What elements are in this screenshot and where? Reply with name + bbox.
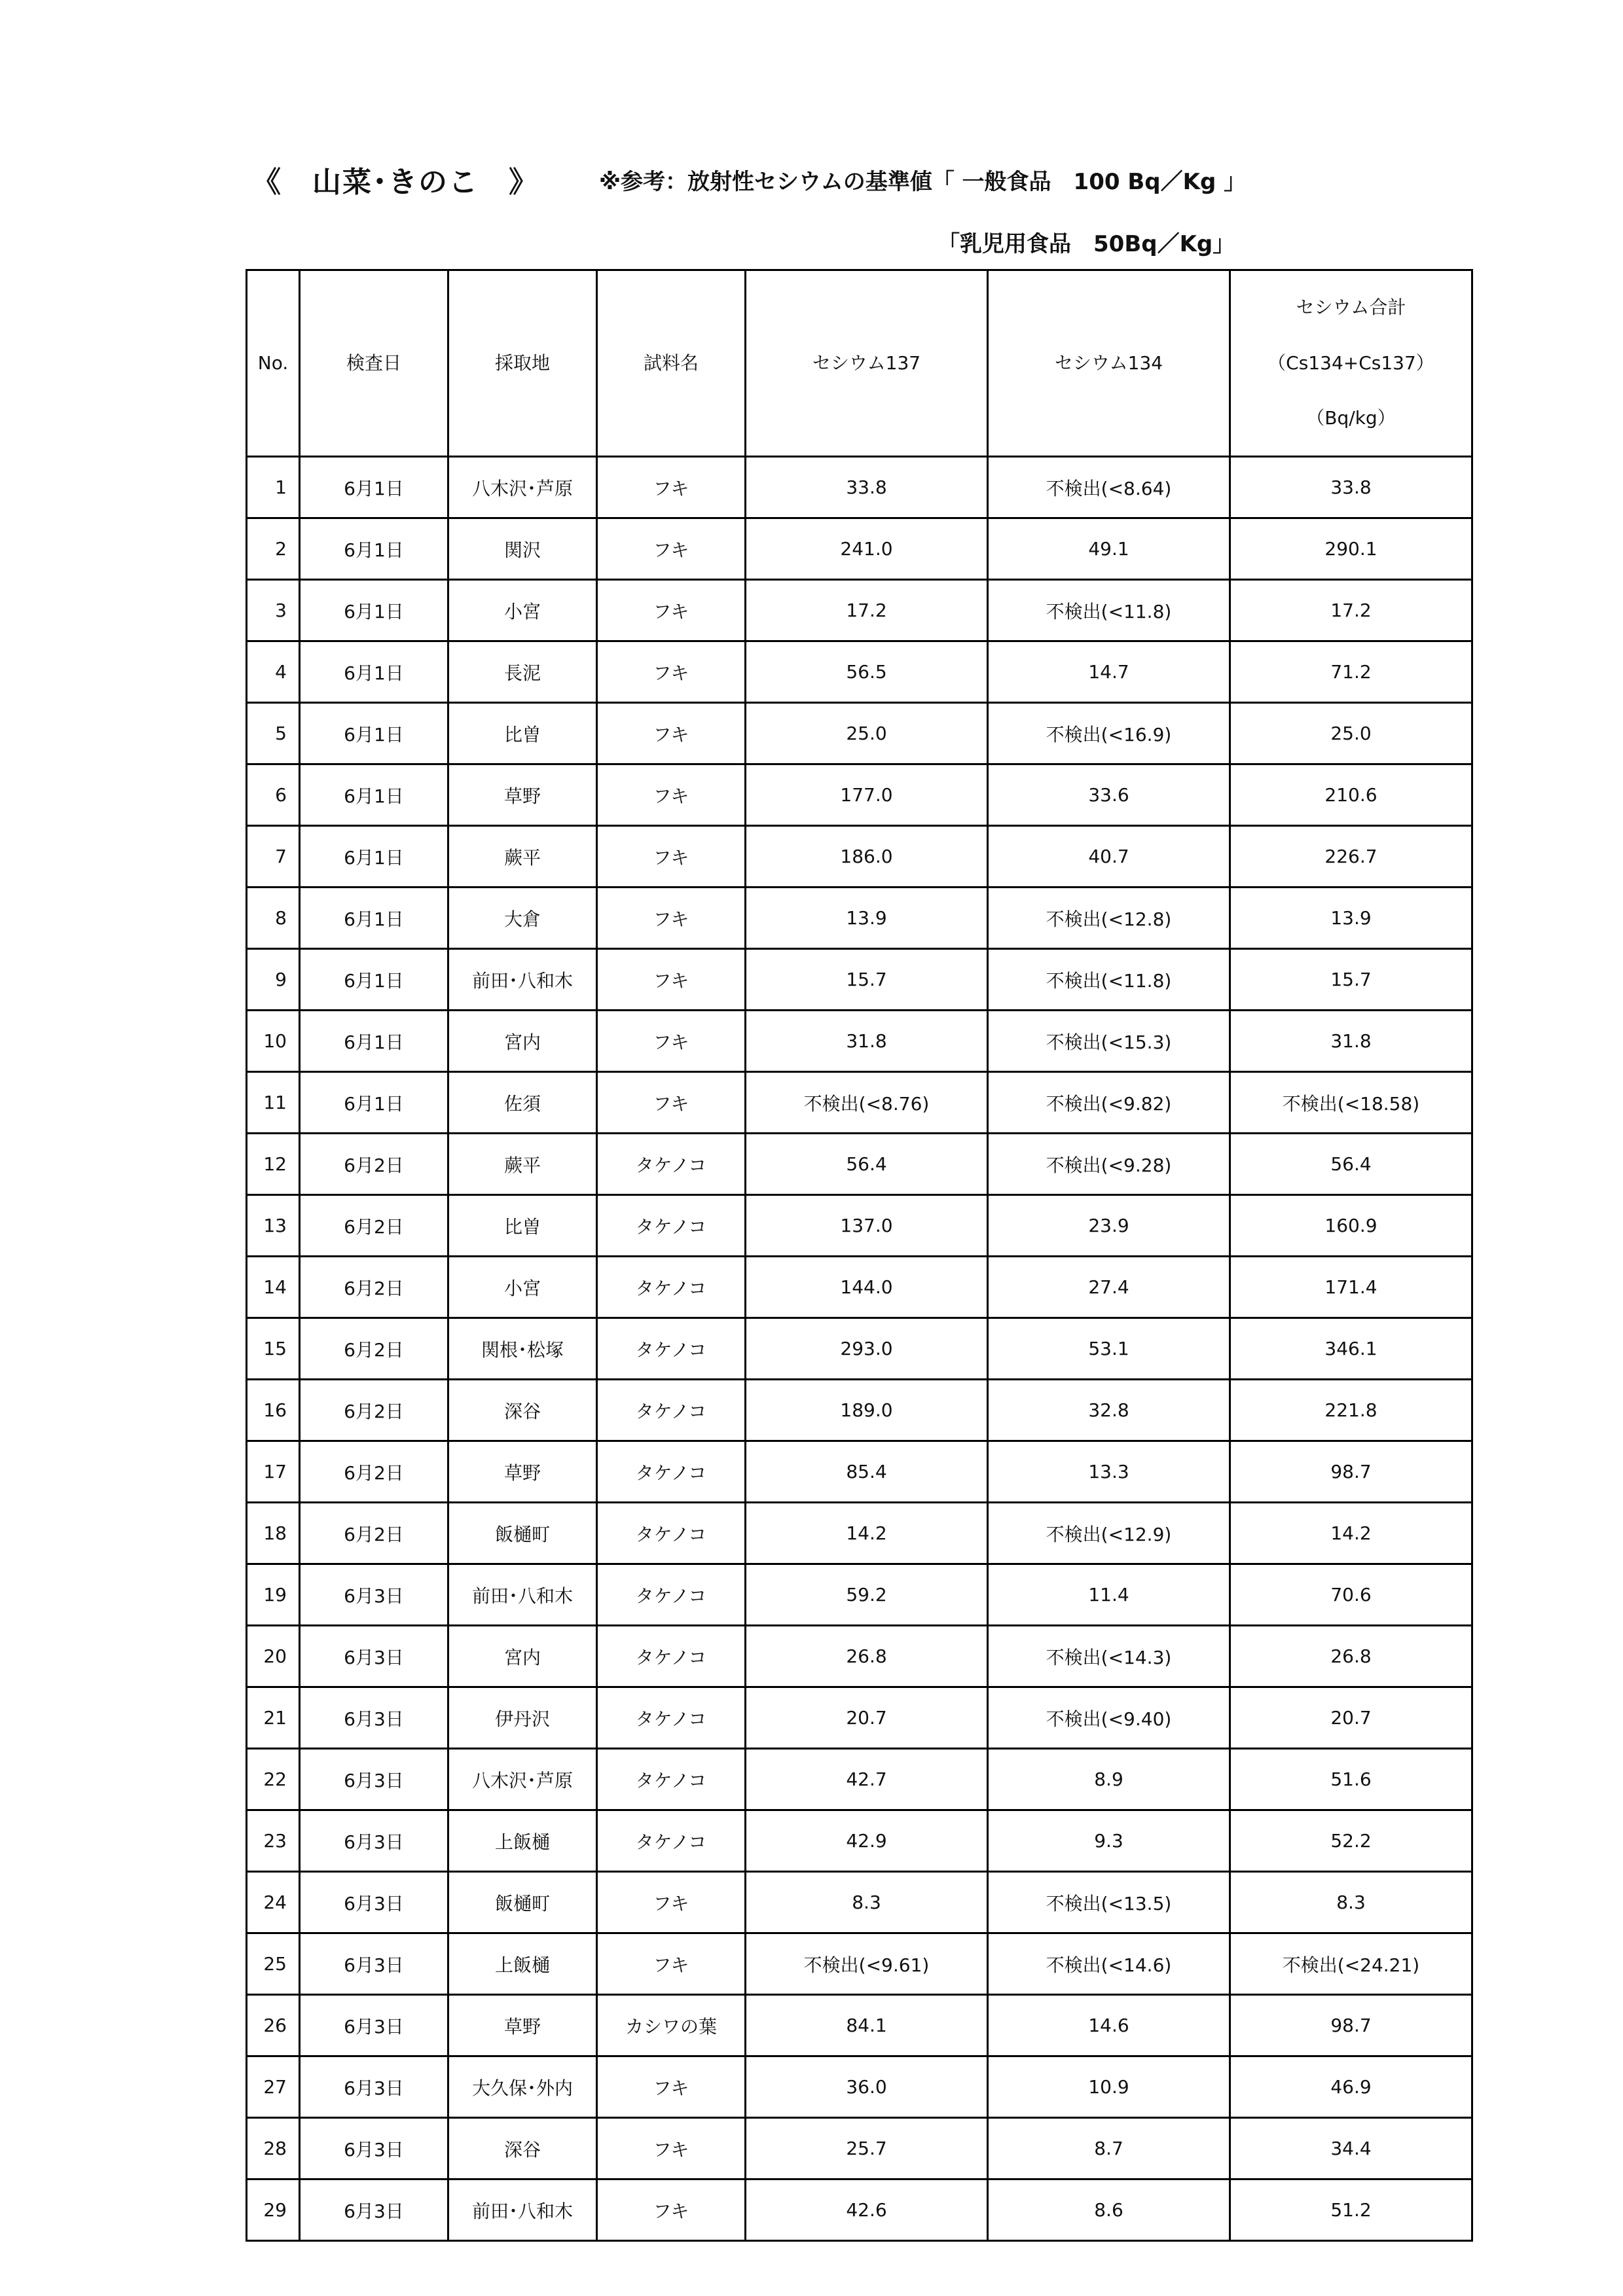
header-total-line2: （Cs134+Cs137） xyxy=(1267,351,1434,374)
cell-cs134: 不検出(<11.8) xyxy=(988,580,1230,641)
cell-no: 1 xyxy=(247,457,300,518)
cell-total: 不検出(<24.21) xyxy=(1230,1933,1472,1995)
cell-total: 34.4 xyxy=(1230,2118,1472,2179)
cell-date: 6月3日 xyxy=(300,1687,448,1749)
table-row xyxy=(247,1749,1472,1810)
cell-location: 草野 xyxy=(448,764,597,826)
cell-total: 15.7 xyxy=(1230,949,1472,1011)
cell-cs137: 26.8 xyxy=(746,1626,988,1687)
cell-cs134: 不検出(<9.28) xyxy=(988,1134,1230,1195)
table-row xyxy=(247,703,1472,764)
cell-sample: フキ xyxy=(597,2056,746,2118)
table-row xyxy=(247,518,1472,580)
cell-cs134: 9.3 xyxy=(988,1810,1230,1872)
cell-cs134: 10.9 xyxy=(988,2056,1230,2118)
cell-sample: フキ xyxy=(597,703,746,764)
cell-cs134: 11.4 xyxy=(988,1564,1230,1626)
cell-location: 上飯樋 xyxy=(448,1810,597,1872)
cell-cs137: 25.7 xyxy=(746,2118,988,2179)
cell-cs134: 8.9 xyxy=(988,1749,1230,1810)
cell-cs137: 293.0 xyxy=(746,1318,988,1380)
cell-total: 226.7 xyxy=(1230,826,1472,888)
table-row xyxy=(247,1872,1472,1933)
reference-standard-infant: 「乳児用食品 50Bq／Kg」 xyxy=(938,231,1235,257)
header-no: No. xyxy=(247,270,300,457)
cell-date: 6月2日 xyxy=(300,1195,448,1257)
header-total-line1: セシウム合計 xyxy=(1296,296,1406,319)
cell-cs137: 189.0 xyxy=(746,1380,988,1441)
cell-total: 221.8 xyxy=(1230,1380,1472,1441)
table-row xyxy=(247,1564,1472,1626)
cell-total: 25.0 xyxy=(1230,703,1472,764)
table-header-row xyxy=(247,270,1472,457)
cell-location: 飯樋町 xyxy=(448,1872,597,1933)
table-row xyxy=(247,580,1472,641)
cell-cs137: 137.0 xyxy=(746,1195,988,1257)
cell-total: 17.2 xyxy=(1230,580,1472,641)
cell-sample: フキ xyxy=(597,580,746,641)
cell-location: 八木沢･芦原 xyxy=(448,1749,597,1810)
cell-cs134: 53.1 xyxy=(988,1318,1230,1380)
table-row xyxy=(247,1995,1472,2056)
cell-date: 6月1日 xyxy=(300,457,448,518)
cell-total: 51.2 xyxy=(1230,2179,1472,2241)
cell-date: 6月1日 xyxy=(300,1072,448,1134)
cell-no: 26 xyxy=(247,1995,300,2056)
cell-total: 70.6 xyxy=(1230,1564,1472,1626)
cell-total: 26.8 xyxy=(1230,1626,1472,1687)
table-row xyxy=(247,826,1472,888)
cell-date: 6月1日 xyxy=(300,826,448,888)
cell-cs137: 31.8 xyxy=(746,1011,988,1072)
cell-no: 18 xyxy=(247,1503,300,1564)
cell-cs134: 不検出(<13.5) xyxy=(988,1872,1230,1933)
cell-date: 6月3日 xyxy=(300,1872,448,1933)
cell-date: 6月1日 xyxy=(300,949,448,1011)
cell-location: 前田･八和木 xyxy=(448,1564,597,1626)
cell-no: 11 xyxy=(247,1072,300,1134)
cell-cs134: 14.6 xyxy=(988,1995,1230,2056)
cell-date: 6月1日 xyxy=(300,518,448,580)
cell-cs137: 42.7 xyxy=(746,1749,988,1810)
cell-location: 前田･八和木 xyxy=(448,2179,597,2241)
cell-location: 大久保･外内 xyxy=(448,2056,597,2118)
table-row xyxy=(247,1011,1472,1072)
cell-cs134: 不検出(<11.8) xyxy=(988,949,1230,1011)
cell-date: 6月1日 xyxy=(300,580,448,641)
cell-location: 草野 xyxy=(448,1995,597,2056)
cell-no: 6 xyxy=(247,764,300,826)
cell-cs134: 8.7 xyxy=(988,2118,1230,2179)
cell-no: 4 xyxy=(247,641,300,703)
cell-sample: タケノコ xyxy=(597,1318,746,1380)
table-row xyxy=(247,1134,1472,1195)
cell-no: 28 xyxy=(247,2118,300,2179)
header-location: 採取地 xyxy=(448,270,597,457)
cell-cs134: 不検出(<8.64) xyxy=(988,457,1230,518)
cell-location: 比曽 xyxy=(448,703,597,764)
header-total xyxy=(1230,270,1472,457)
cell-cs137: 不検出(<9.61) xyxy=(746,1933,988,1995)
cell-no: 13 xyxy=(247,1195,300,1257)
cell-date: 6月1日 xyxy=(300,1011,448,1072)
cell-total: 8.3 xyxy=(1230,1872,1472,1933)
page-title: 《 山菜･きのこ 》 xyxy=(252,166,539,199)
cell-no: 25 xyxy=(247,1933,300,1995)
cell-no: 2 xyxy=(247,518,300,580)
cell-no: 22 xyxy=(247,1749,300,1810)
cell-total: 160.9 xyxy=(1230,1195,1472,1257)
cell-location: 深谷 xyxy=(448,1380,597,1441)
cell-sample: タケノコ xyxy=(597,1626,746,1687)
cell-no: 15 xyxy=(247,1318,300,1380)
cell-cs134: 不検出(<14.3) xyxy=(988,1626,1230,1687)
table-row xyxy=(247,457,1472,518)
cell-location: 関根･松塚 xyxy=(448,1318,597,1380)
cell-location: 蕨平 xyxy=(448,1134,597,1195)
cell-no: 21 xyxy=(247,1687,300,1749)
cell-sample: フキ xyxy=(597,764,746,826)
header-sample: 試料名 xyxy=(597,270,746,457)
cell-cs137: 8.3 xyxy=(746,1872,988,1933)
cell-no: 8 xyxy=(247,888,300,949)
cell-cs137: 144.0 xyxy=(746,1257,988,1318)
cell-location: 佐須 xyxy=(448,1072,597,1134)
reference-standard-general: ※参考：放射性セシウムの基準値「 一般食品 100 Bq／Kg 」 xyxy=(599,169,1247,195)
cell-cs134: 40.7 xyxy=(988,826,1230,888)
cell-cs137: 15.7 xyxy=(746,949,988,1011)
cell-total: 210.6 xyxy=(1230,764,1472,826)
cell-date: 6月1日 xyxy=(300,888,448,949)
cell-cs134: 不検出(<12.9) xyxy=(988,1503,1230,1564)
cell-location: 深谷 xyxy=(448,2118,597,2179)
table-row xyxy=(247,1933,1472,1995)
cell-cs137: 42.6 xyxy=(746,2179,988,2241)
header-total-line3: （Bq/kg） xyxy=(1306,407,1396,429)
cell-total: 31.8 xyxy=(1230,1011,1472,1072)
cell-location: 前田･八和木 xyxy=(448,949,597,1011)
table-row xyxy=(247,1626,1472,1687)
cell-location: 飯樋町 xyxy=(448,1503,597,1564)
cell-no: 9 xyxy=(247,949,300,1011)
cell-location: 草野 xyxy=(448,1441,597,1503)
cell-cs134: 13.3 xyxy=(988,1441,1230,1503)
cell-date: 6月1日 xyxy=(300,764,448,826)
cell-cs137: 241.0 xyxy=(746,518,988,580)
cell-total: 33.8 xyxy=(1230,457,1472,518)
cell-total: 20.7 xyxy=(1230,1687,1472,1749)
cell-cs134: 不検出(<15.3) xyxy=(988,1011,1230,1072)
cell-no: 5 xyxy=(247,703,300,764)
cell-sample: フキ xyxy=(597,457,746,518)
cell-sample: タケノコ xyxy=(597,1810,746,1872)
table-body xyxy=(247,457,1472,2241)
cell-sample: フキ xyxy=(597,2179,746,2241)
table-row xyxy=(247,764,1472,826)
cell-no: 7 xyxy=(247,826,300,888)
table-row xyxy=(247,888,1472,949)
cell-cs137: 186.0 xyxy=(746,826,988,888)
cell-location: 上飯樋 xyxy=(448,1933,597,1995)
cell-sample: フキ xyxy=(597,1933,746,1995)
cell-location: 比曽 xyxy=(448,1195,597,1257)
cell-location: 蕨平 xyxy=(448,826,597,888)
cell-sample: フキ xyxy=(597,2118,746,2179)
cell-cs137: 59.2 xyxy=(746,1564,988,1626)
cell-total: 171.4 xyxy=(1230,1257,1472,1318)
cell-total: 346.1 xyxy=(1230,1318,1472,1380)
cell-date: 6月2日 xyxy=(300,1380,448,1441)
cell-no: 16 xyxy=(247,1380,300,1441)
cell-total: 13.9 xyxy=(1230,888,1472,949)
cell-sample: フキ xyxy=(597,1872,746,1933)
cell-date: 6月3日 xyxy=(300,2056,448,2118)
cell-total: 56.4 xyxy=(1230,1134,1472,1195)
cell-total: 98.7 xyxy=(1230,1441,1472,1503)
cell-date: 6月3日 xyxy=(300,1933,448,1995)
cell-no: 23 xyxy=(247,1810,300,1872)
cell-location: 八木沢･芦原 xyxy=(448,457,597,518)
cell-date: 6月3日 xyxy=(300,2118,448,2179)
cell-location: 大倉 xyxy=(448,888,597,949)
cell-date: 6月2日 xyxy=(300,1503,448,1564)
cell-no: 12 xyxy=(247,1134,300,1195)
cell-total: 98.7 xyxy=(1230,1995,1472,2056)
cell-date: 6月2日 xyxy=(300,1441,448,1503)
cell-no: 17 xyxy=(247,1441,300,1503)
cell-sample: タケノコ xyxy=(597,1564,746,1626)
cell-sample: タケノコ xyxy=(597,1257,746,1318)
cell-cs137: 56.5 xyxy=(746,641,988,703)
cell-location: 伊丹沢 xyxy=(448,1687,597,1749)
cell-location: 小宮 xyxy=(448,580,597,641)
cell-no: 14 xyxy=(247,1257,300,1318)
cell-date: 6月3日 xyxy=(300,1810,448,1872)
cell-location: 宮内 xyxy=(448,1626,597,1687)
header-date: 検査日 xyxy=(300,270,448,457)
cell-sample: タケノコ xyxy=(597,1380,746,1441)
cell-date: 6月3日 xyxy=(300,1749,448,1810)
table-row xyxy=(247,1503,1472,1564)
cell-sample: フキ xyxy=(597,641,746,703)
table-row xyxy=(247,1441,1472,1503)
cell-cs134: 27.4 xyxy=(988,1257,1230,1318)
cell-sample: カシワの葉 xyxy=(597,1995,746,2056)
cell-date: 6月2日 xyxy=(300,1257,448,1318)
cell-total: 14.2 xyxy=(1230,1503,1472,1564)
cell-sample: タケノコ xyxy=(597,1195,746,1257)
cell-no: 27 xyxy=(247,2056,300,2118)
cell-sample: フキ xyxy=(597,949,746,1011)
cell-cs137: 42.9 xyxy=(746,1810,988,1872)
cell-no: 24 xyxy=(247,1872,300,1933)
cell-sample: フキ xyxy=(597,1011,746,1072)
cell-sample: タケノコ xyxy=(597,1749,746,1810)
table-row xyxy=(247,2056,1472,2118)
cell-cs134: 8.6 xyxy=(988,2179,1230,2241)
cell-no: 10 xyxy=(247,1011,300,1072)
cell-date: 6月2日 xyxy=(300,1134,448,1195)
cell-no: 20 xyxy=(247,1626,300,1687)
cell-cs137: 56.4 xyxy=(746,1134,988,1195)
cell-sample: フキ xyxy=(597,1072,746,1134)
cell-date: 6月1日 xyxy=(300,703,448,764)
cell-cs134: 不検出(<9.40) xyxy=(988,1687,1230,1749)
table-row xyxy=(247,2179,1472,2241)
cell-date: 6月1日 xyxy=(300,641,448,703)
cell-cs134: 32.8 xyxy=(988,1380,1230,1441)
cell-date: 6月2日 xyxy=(300,1318,448,1380)
cell-cs137: 33.8 xyxy=(746,457,988,518)
cell-cs137: 85.4 xyxy=(746,1441,988,1503)
cell-date: 6月3日 xyxy=(300,1995,448,2056)
cell-cs134: 33.6 xyxy=(988,764,1230,826)
cell-cs137: 177.0 xyxy=(746,764,988,826)
cell-cs134: 14.7 xyxy=(988,641,1230,703)
table-row xyxy=(247,1810,1472,1872)
table-row xyxy=(247,1380,1472,1441)
cell-location: 関沢 xyxy=(448,518,597,580)
cell-cs134: 49.1 xyxy=(988,518,1230,580)
cell-total: 290.1 xyxy=(1230,518,1472,580)
table-row xyxy=(247,1687,1472,1749)
cell-cs134: 不検出(<9.82) xyxy=(988,1072,1230,1134)
cell-cs134: 不検出(<16.9) xyxy=(988,703,1230,764)
table-row xyxy=(247,949,1472,1011)
table-row xyxy=(247,641,1472,703)
cell-location: 小宮 xyxy=(448,1257,597,1318)
cell-sample: タケノコ xyxy=(597,1134,746,1195)
header-cs137: セシウム137 xyxy=(746,270,988,457)
cell-cs137: 不検出(<8.76) xyxy=(746,1072,988,1134)
table-row xyxy=(247,1195,1472,1257)
table-row xyxy=(247,1318,1472,1380)
results-table xyxy=(246,269,1473,2242)
cell-total: 不検出(<18.58) xyxy=(1230,1072,1472,1134)
cell-total: 52.2 xyxy=(1230,1810,1472,1872)
cell-total: 51.6 xyxy=(1230,1749,1472,1810)
table-row xyxy=(247,2118,1472,2179)
cell-cs137: 17.2 xyxy=(746,580,988,641)
cell-cs137: 13.9 xyxy=(746,888,988,949)
cell-no: 19 xyxy=(247,1564,300,1626)
cell-cs134: 不検出(<12.8) xyxy=(988,888,1230,949)
header-cs134: セシウム134 xyxy=(988,270,1230,457)
cell-sample: タケノコ xyxy=(597,1441,746,1503)
cell-cs134: 不検出(<14.6) xyxy=(988,1933,1230,1995)
cell-cs137: 36.0 xyxy=(746,2056,988,2118)
cell-sample: タケノコ xyxy=(597,1503,746,1564)
cell-total: 46.9 xyxy=(1230,2056,1472,2118)
cell-date: 6月3日 xyxy=(300,1626,448,1687)
cell-location: 長泥 xyxy=(448,641,597,703)
cell-no: 29 xyxy=(247,2179,300,2241)
cell-cs137: 25.0 xyxy=(746,703,988,764)
cell-date: 6月3日 xyxy=(300,1564,448,1626)
cell-cs137: 20.7 xyxy=(746,1687,988,1749)
table-row xyxy=(247,1257,1472,1318)
cell-no: 3 xyxy=(247,580,300,641)
cell-sample: フキ xyxy=(597,518,746,580)
cell-cs134: 23.9 xyxy=(988,1195,1230,1257)
cell-sample: タケノコ xyxy=(597,1687,746,1749)
table-row xyxy=(247,1072,1472,1134)
cell-total: 71.2 xyxy=(1230,641,1472,703)
cell-cs137: 14.2 xyxy=(746,1503,988,1564)
cell-sample: フキ xyxy=(597,826,746,888)
cell-sample: フキ xyxy=(597,888,746,949)
cell-date: 6月3日 xyxy=(300,2179,448,2241)
cell-cs137: 84.1 xyxy=(746,1995,988,2056)
cell-location: 宮内 xyxy=(448,1011,597,1072)
